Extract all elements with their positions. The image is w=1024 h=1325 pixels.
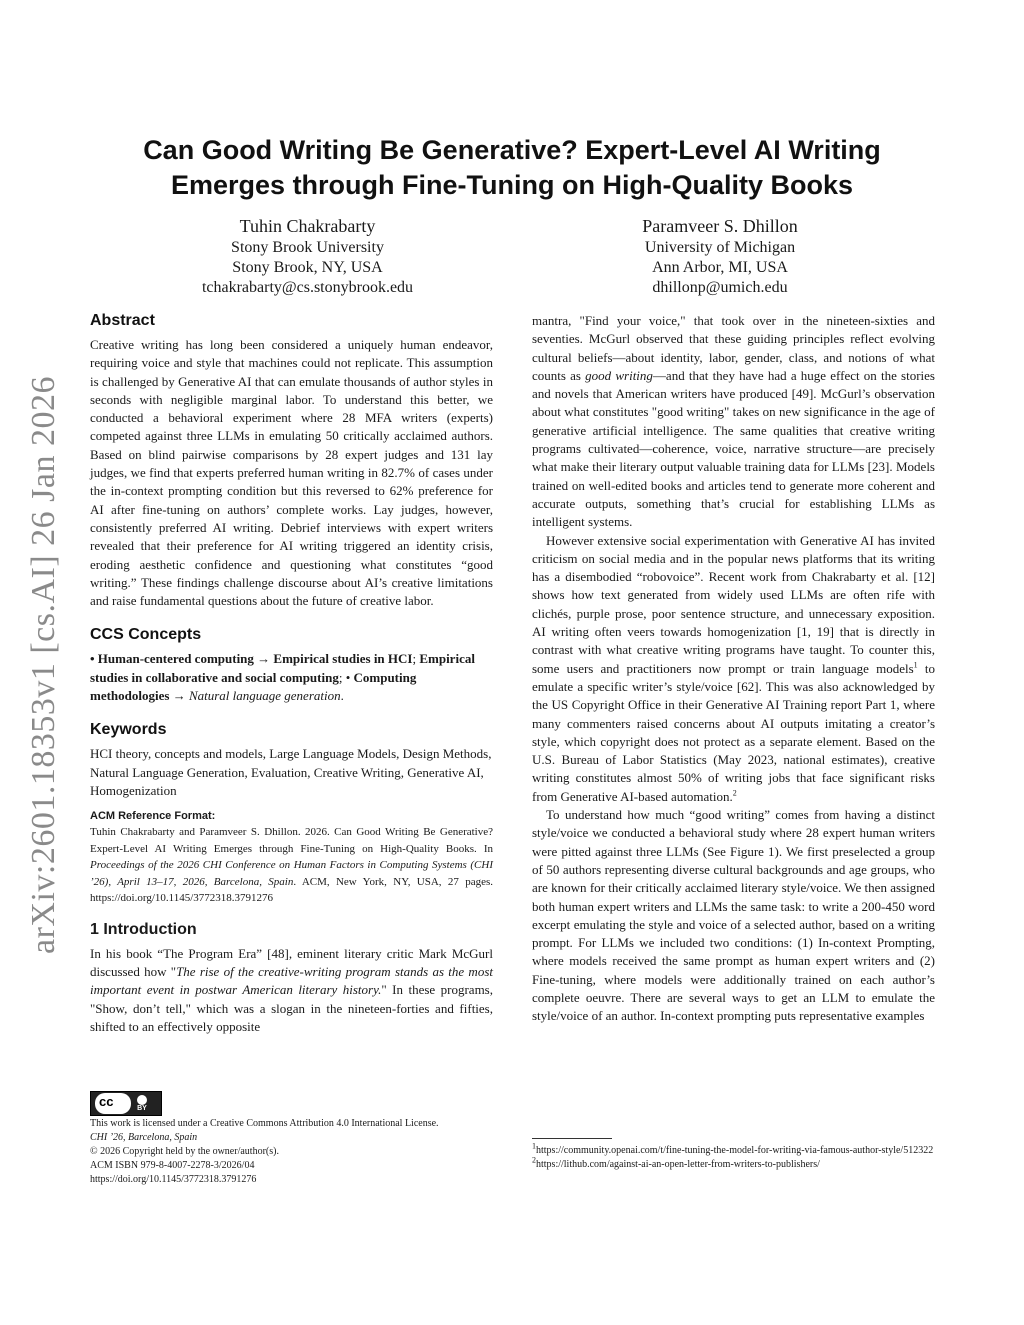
author-email: dhillonp@umich.edu: [652, 279, 788, 296]
footnote-1: $^1$https://community.openai.com/t/fine-tuning-the-model-for-writing-via-famous-author-style/512322: [532, 1141, 934, 1156]
author-affiliation: University of Michigan: [644, 239, 796, 256]
paper-title: [90, 133, 934, 203]
intro-paragraph-1: In his book “The Program Era” [48], eminent literary critic Mark McGurl discussed how "The rise of the creative-writing program stands as the most important event in postwar American literary history." In these programs, "Show, don’t tell," which was a slogan in the nineteen-forties and fifties, shifted to an effectively opposite: [90, 945, 493, 1034]
introduction-heading: 1 Introduction: [90, 920, 197, 938]
ccs-heading: CCS Concepts: [90, 626, 202, 644]
abstract-heading: Abstract: [90, 312, 155, 329]
ccs-concepts: • Human-centered computing → Empirical studies in HCI; Empirical studies in collaborative and social computing; • Computing methodologies → Natural language generation.: [90, 651, 475, 704]
intro-paragraph-4: To understand how much “good writing” comes from having a distinct style/voice we conducted a behavioral study where 28 expert human writers were pitted against three LLMs (See Figure 1). We first preselected a group of 50 authors representing diverse cultural backgrounds and age groups, who are known for their critically acclaimed literary style/voice. We then assigned both human expert writers and LLMs the same task: to write a 200-450 word excerpt emulating the style and voice of a selected author, based on a writing prompt. For LLMs we included two conditions: (1) In-context Prompting, where models received the same prompt as human expert writers and (2) Fine-tuning, where models were additionally trained on each author’s complete oeuvre. There are several ways to get an LLM to emulate the style/voice of an author. In-context prompting puts representative examples: [532, 807, 935, 1024]
license-block: [90, 1117, 500, 1187]
footnote-ref-1[interactable]: 1: [913, 660, 918, 670]
cc-icon: cc: [95, 1093, 131, 1114]
copyright-line: © 2026 Copyright held by the owner/author(s).: [90, 1146, 279, 1157]
arxiv-side-stamp: [24, 375, 64, 955]
acm-reference-text: Tuhin Chakrabarty and Paramveer S. Dhillon. 2026. Can Good Writing Be Generative? Expert-Level AI Writing Emerges through Fine-Tuning on High-Quality Books. In Proceedings of the 2026 CHI Conference on Human Factors in Computing Systems (CHI ’26), April 13–17, 2026, Barcelona, Spain. ACM, New York, NY, USA, 27 pages. https://doi.org/10.1145/3772318.3791276: [90, 826, 493, 905]
arxiv-identifier: arXiv:2601.18353v1 [cs.AI] 26 Jan 2026: [25, 375, 62, 955]
author-block-2: [600, 215, 840, 298]
footnote-divider: [532, 1138, 612, 1139]
license-statement: This work is licensed under a Creative Commons Attribution 4.0 International License.: [90, 1118, 439, 1129]
title-line-1: Can Good Writing Be Generative? Expert-Level AI Writing: [143, 135, 881, 165]
footnote-ref-2[interactable]: 2: [732, 788, 737, 798]
by-attribution-icon: BY: [137, 1095, 147, 1112]
author-location: Stony Brook, NY, USA: [232, 259, 383, 276]
isbn-line: ACM ISBN 979-8-4007-2278-3/2026/04: [90, 1160, 255, 1171]
title-line-2: Emerges through Fine-Tuning on High-Quality Books: [171, 170, 853, 200]
acm-reference-heading: ACM Reference Format:: [90, 810, 216, 823]
creative-commons-badge: [90, 1091, 162, 1116]
author-name: Paramveer S. Dhillon: [642, 216, 798, 236]
left-column: [90, 312, 493, 1036]
doi-line: https://doi.org/10.1145/3772318.3791276: [90, 1174, 257, 1185]
intro-paragraph-2: mantra, "Find your voice," that took over in the nineteen-sixties and seventies. McGurl observed that these guiding principles reflect evolving cultural beliefs—about identity, labor, gender, class, and notions of what counts as good writing—and that they have had a huge effect on the stories and novels that American writers have produced [49]. McGurl’s observation about what constitutes "good writing" takes on new significance in the age of generative artificial intelligence. The same qualities that creative writing programs cultivated—coherence, voice, narrative structure—are precisely what make their literary output valuable training data for LLMs [23]. Models trained on well-edited books and articles tend to generate more coherent and accurate outputs, something that’s crucial for establishing LLMs as intelligent systems.: [532, 313, 935, 530]
keywords-text: HCI theory, concepts and models, Large Language Models, Design Methods, Natural Language Generation, Evaluation, Creative Writing, Generative AI, Homogenization: [90, 746, 492, 798]
author-location: Ann Arbor, MI, USA: [652, 259, 788, 276]
intro-paragraph-3: However extensive social experimentation with Generative AI has invited criticism on social media and in the popular news platforms that its writing has a disembodied “robovoice”. Recent work from Chakrabarty et al. [12] shows how text generated from widely used LLMs are often rife with clichés, purple prose, poor sentence structure, and unnecessary exposition. AI writing often veers towards homogenization [1, 19] that is directly in contrast with what creative writing programs have taught. To counter this, some users and practitioners now prompt or train language models$^1$ to emulate a specific writer’s style/voice [62]. This was also acknowledged by the US Copyright Office in their Generative AI Training report Part 1, where many commenters raised concerns about AI outputs imitating a creator’s style, which copyright does not protect as a separate element. Based on the U.S. Bureau of Labor Statistics (May 2023, national estimates), creative writing constitutes almost 50% of writing jobs that face significant risks from Generative AI-based automation.$^2$: [532, 532, 935, 804]
abstract-text: Creative writing has long been considered a uniquely human endeavor, requiring voice and style that machines could not replicate. This assumption is challenged by Generative AI that can emulate thousands of author styles in seconds with negligible marginal labor. To understand this better, we conducted a behavioral experiment where 28 MFA writers (experts) competed against three LLMs in emulating 50 critically acclaimed authors. Based on blind pairwise comparisons by 28 expert judges and 131 lay judges, we find that experts preferred human writing in 82.7% of cases under the in-context prompting condition but this reversed to 62% preference for AI after fine-tuning on authors’ complete works. Lay judges, however, consistently preferred AI writing. Debrief interviews with expert writers revealed that their preference for AI writing triggered an identity crisis, eroding aesthetic confidence and questioning what constitutes “good writing.” These findings challenge discourse about AI’s creative limitations and raise fundamental questions about the future of creative labor.: [90, 337, 493, 609]
author-email: tchakrabarty@cs.stonybrook.edu: [201, 279, 414, 296]
footnotes: [532, 1141, 935, 1172]
conference-line: CHI ’26, Barcelona, Spain: [90, 1132, 198, 1143]
author-name: Tuhin Chakrabarty: [239, 216, 376, 236]
footnote-2: $^2$https://lithub.com/against-ai-an-open-letter-from-writers-to-publishers/: [532, 1155, 820, 1170]
footnote-link[interactable]: https://community.openai.com/t/fine-tuning-the-model-for-writing-via-famous-author-style/512322: [536, 1145, 934, 1156]
right-column: [532, 312, 935, 1026]
author-block-1: [185, 215, 430, 298]
keywords-heading: Keywords: [90, 721, 167, 739]
footnote-link[interactable]: https://lithub.com/against-ai-an-open-letter-from-writers-to-publishers/: [536, 1159, 820, 1170]
author-affiliation: Stony Brook University: [231, 239, 384, 256]
